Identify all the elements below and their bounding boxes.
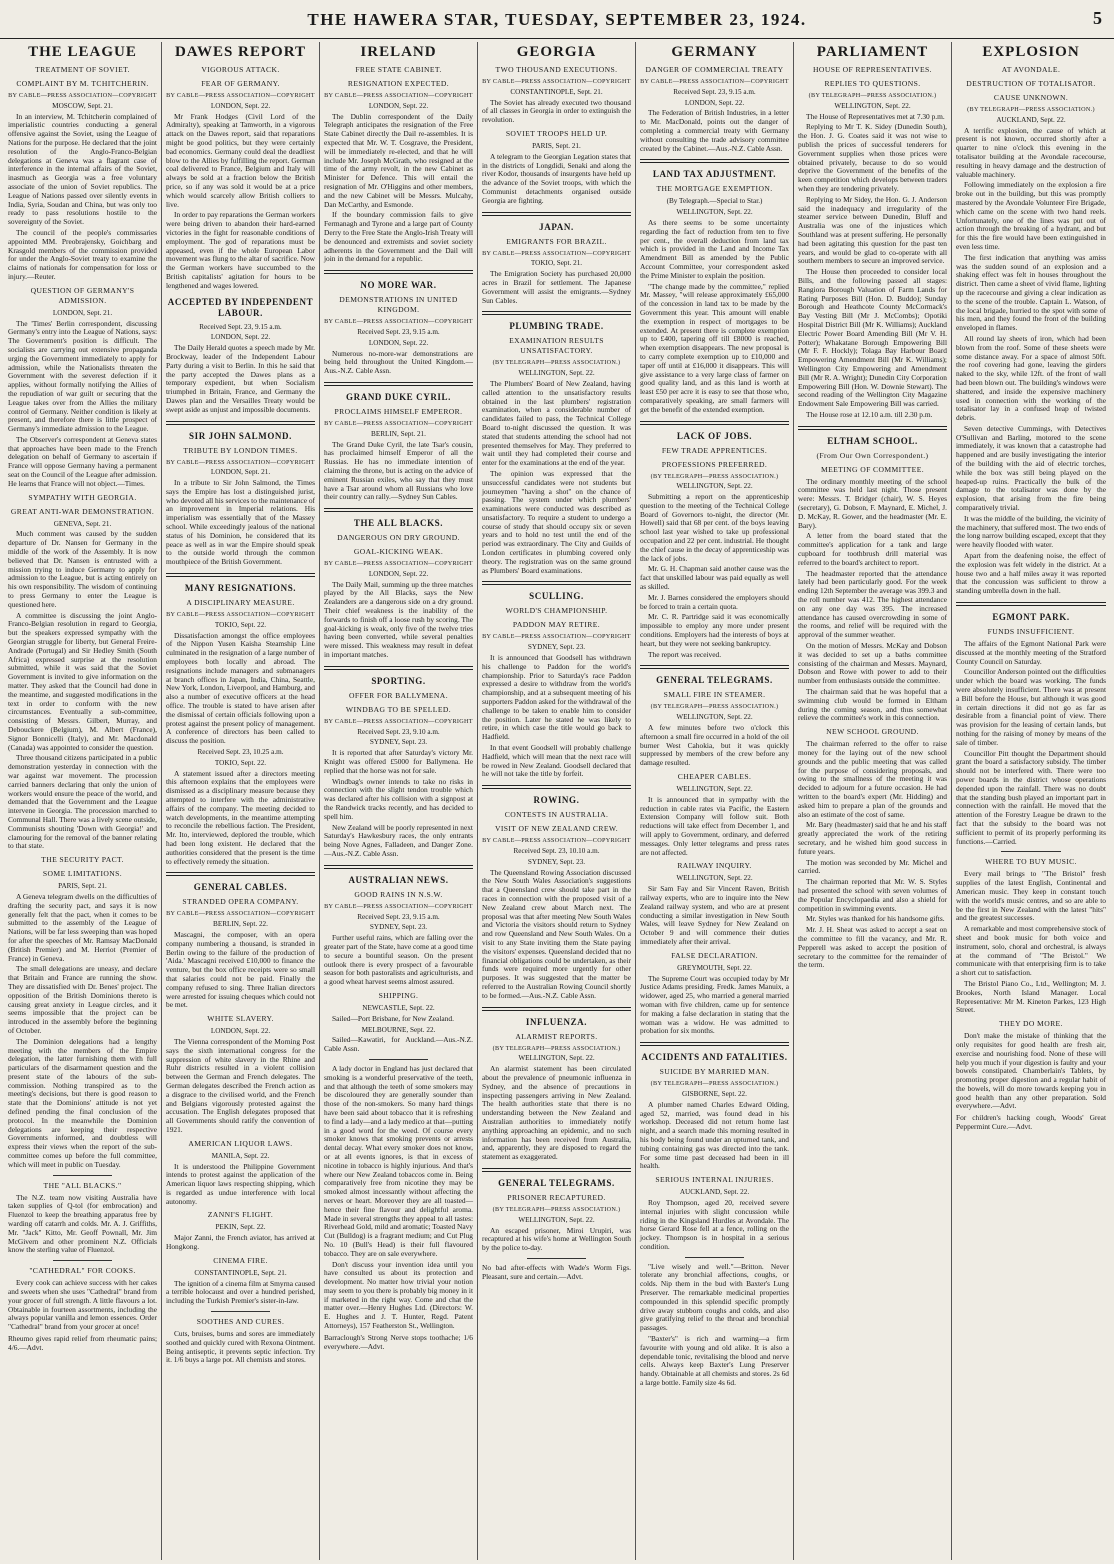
paragraph: The House then proceeded to consider local Bills, and the following passed all stages: Rangiora Borough Valuation of Farm Lands for Rating Purposes Bill (Hon. D. Buddo); Sunday Borough and Heathcote County McCormack's Bay Vesting Bill (Mr J. McCombs); Opotiki Hospital District Bill (Mr K. Williams); Auckland Electric Power Board Amending Bill (Mr V. H. Potter); Whakatane Borough Empowering Bill (Mr F. F. Hockly); Tolaga Bay Harbour Board Empowering Amendment Bill (Mr K. Williams); Wellington City Empowering and Amendment Bill (Mr R. A. Wright); Dunedin City Corporation Empowering Bill (Hon. W. Downie Stewart). The second reading of the Wellington City Magazine Endowment Sale Empowering Bill was carried. xyxy=(798,267,947,409)
dateline: LONDON, Sept. 21. xyxy=(210,468,271,477)
paragraph: It is reported that after Saturday's victory Mr. Knight was offered £5000 for Ballymena. He replied that the horse was not for sale. xyxy=(324,748,473,775)
subheading: SYMPATHY WITH GEORGIA. xyxy=(28,492,137,502)
subheading: FALSE DECLARATION. xyxy=(671,950,758,960)
paragraph: The Observer's correspondent at Geneva states that approaches have been made to the French delegation on behalf of Germany to ascertain if France will oppose Germany having a permanent seat on the Council of the League after admission. He learns that France will not object.—Times. xyxy=(8,434,157,488)
section-heading: LACK OF JOBS. xyxy=(676,430,753,441)
dateline: AUCKLAND, Sept. 22. xyxy=(679,1188,750,1197)
paragraph: Seven detective Cummings, with Detectives O'Sullivan and Barling, motored to the scene immediately, it was known that a catastrophe had happened and are busily investigating the interior of the building with the aid of electric torches, while the box was still being played on the heaped-up ruins. Practically the bulk of the damage to the totalisator was done by the explosion, that arising from the fire being comparatively trivial. xyxy=(956,423,1106,513)
divider xyxy=(1001,851,1061,852)
dateline: MELBOURNE, Sept. 22. xyxy=(361,1025,436,1034)
divider xyxy=(324,382,473,386)
column-3 xyxy=(320,42,478,1560)
subheading: DANGER OF COMMERCIAL TREATY xyxy=(645,65,784,74)
paragraph: "The change made by the committee," replied Mr. Massey, "will release approximately £65,000 of the concession in land tax to be made by the Government this year. This amount will enable the exemption in respect of mortgages to be extended. At present there is complete exemption up to £400, tapering off till £8000 is reached, when exemption disappears. The new proposal is to carry complete exemption up to £10,000 and taper off until at £16,000 it disappears. This will give assistance to a very large class of farmer on good quality land, and as this land is worth at least £50 per acre it is easy to see that those who, comparatively speaking, are small farmers will get the benefit of the extended exemption. xyxy=(640,281,789,414)
paragraph: All round lay sheets of iron, which had been blown from the roof. Some of these sheets were some distance away. For a space of almost 50ft. the roof covering had gone, leaving the girders naked to the sky, while 12ft. of the front of wall had been blown out. The building's windows were shattered, and inside the expensive machinery used in connection with the working of the totalisator lay in a confused heap of twisted debris. xyxy=(956,333,1106,423)
subheading: WHITE SLAVERY. xyxy=(207,1014,274,1024)
headline: DAWES REPORT xyxy=(174,44,307,60)
dateline: SYDNEY, Sept. 23. xyxy=(369,738,428,747)
dateline: LONDON, Sept. 22. xyxy=(210,1027,271,1036)
dateline: Received Sept. 23, 9.15 a.m. xyxy=(357,327,440,336)
section-heading: LAND TAX ADJUSTMENT. xyxy=(652,169,777,180)
dateline: WELLINGTON, Sept. 22. xyxy=(676,713,753,722)
paragraph: Sailed—Kawatiri, for Auckland.—Aus.-N.Z. Cable Assn. xyxy=(324,1035,473,1054)
paragraph: A letter from the board stated that the committee's application for a tank and large cupboard for toothbrush drill material was referred to the board's architect to report. xyxy=(798,531,947,567)
cable-credit: (BY TELEGRAPH—PRESS ASSOCIATION.) xyxy=(492,359,621,367)
paragraph: An alarmist statement has been circulated about the prevalence of pneumonic influenza in Sydney, and the absence of precautions in inspecting passengers arriving in New Zealand. The health authorities state that there is no understanding between the New Zealand and Australian authorities to immediately notify anything approaching an epidemic, and no such information has been received from Australia, and, apparently, they are disposed to regard the statement as exaggerated. xyxy=(482,1064,631,1162)
cable-credit: (BY TELEGRAPH—PRESS ASSOCIATION.) xyxy=(492,1205,621,1213)
dateline: LONDON, Sept. 22. xyxy=(684,98,745,107)
section-heading: ACCEPTED BY INDEPENDENT LABOUR. xyxy=(167,296,314,318)
subheading: PRISONER RECAPTURED. xyxy=(507,1192,606,1202)
cable-credit: BY CABLE—PRESS ASSOCIATION—COPYRIGHT xyxy=(166,458,315,466)
dateline: LONDON, Sept. 22. xyxy=(210,333,271,342)
paragraph: A plumber named Charles Edward Olding, aged 52, married, was found dead in his workshop. Deceased did not return home last night, and a search made this morning resulted in his body being found under an upturned tank, and tubing containing gas was directed into the tank. For some time past deceased had been in ill health. xyxy=(640,1099,789,1171)
advertisement: Rheumo gives rapid relief from rheumatic pains; 4/6.—Advt. xyxy=(8,1334,157,1352)
dateline: GREYMOUTH, Sept. 22. xyxy=(677,963,752,972)
dateline: WELLINGTON, Sept. 22. xyxy=(518,369,595,378)
subheading: SOME LIMITATIONS. xyxy=(42,869,123,879)
subheading: FREE STATE CABINET. xyxy=(355,65,442,74)
paragraph: A telegram to the Georgian Legation states that in the districts of Longdidi, Senaki and along the river Kodor, thousands of insurgents have held up the advance of the Soviet troops, with which the Communist detachments organised outside Georgia are fighting. xyxy=(482,151,631,205)
headline: GEORGIA xyxy=(516,44,597,60)
cable-credit: BY CABLE—PRESS ASSOCIATION—COPYRIGHT xyxy=(324,92,473,99)
subheading: WINDBAG TO BE SPELLED. xyxy=(345,704,452,714)
subheading: CHEAPER CABLES. xyxy=(677,772,752,782)
subheading: SERIOUS INTERNAL INJURIES. xyxy=(655,1175,774,1185)
subheading: MEETING OF COMMITTEE. xyxy=(820,464,925,474)
dateline: Received Sept. 23, 10.25 a.m. xyxy=(197,748,284,757)
dateline: NEWCASTLE, Sept. 22. xyxy=(362,1003,435,1012)
subheading: PROCLAIMS HIMSELF EMPEROR. xyxy=(334,406,463,416)
paragraph: It is announced that Goodsell has withdrawn his challenge to Paddon for the world's championship. Prior to Saturday's race Paddon expressed a desire to withdraw from the world's championship, and at a subsequent meeting of his supporters Paddon asked for the withdrawal of the challenge to be taken to enable him to consider the position. Later he stated he was likely to retire, in which case the title would go back to Hadfield. xyxy=(482,653,631,742)
advertisement: No bad after-effects with Wade's Worm Figs. Pleasant, sure and certain.—Advt. xyxy=(482,1262,631,1281)
paragraph: Major Zanni, the French aviator, has arrived at Hongkong. xyxy=(166,1233,315,1252)
paragraph: Mr. Bary (headmaster) said that he and his staff greatly appreciated the work of the retiring secretary, and he wished him good success in future years. xyxy=(798,820,947,856)
divider xyxy=(956,602,1106,606)
subheading: DESTRUCTION OF TOTALISATOR. xyxy=(966,79,1096,88)
paragraph: Replying to Mr Sidey, the Hon. G. J. Anderson said the inadequacy and irregularity of the steamer service between Dunedin, Bluff and Australia was one of the injustices which Southland was at present suffering. He personally had been agitating this question for the past ten years, and would be glad to co-operate with all southern members to secure an improved service. xyxy=(798,194,947,266)
subheading: OFFER FOR BALLYMENA. xyxy=(348,690,448,700)
subheading: HOUSE OF REPRESENTATIVES. xyxy=(813,65,932,74)
paragraph: The 'Times' Berlin correspondent, discussing Germany's entry into the League of Nations, says: The Government's position is difficult. The socialists are carrying out extensive propaganda urging the Government immediately to apply for admission, while the Nationalists threaten the Government with the severest defection if it applies, without formally notifying the Allies of the repudiation of war guilt or securing that the League takes over from the Allies the military control of Germany. Neither condition is likely at present, and therefore there is little prospect of Germany's immediate admission to the League. xyxy=(8,318,157,434)
paragraph: The ignition of a cinema film at Smyrna caused a terrible holocaust and over a hundred perished, including the Turkish Premier's sister-in-law. xyxy=(166,1278,315,1306)
paragraph: The Emigration Society has purchased 20,000 acres in Brazil for settlement. The Japanese Government will assist the emigrants.—Sydney Sun Cables. xyxy=(482,269,631,305)
paragraph: Every cook can achieve success with her cakes and sweets when she uses "Cathedral" brand from your grocer of full strength. A little flavours a lot. Obtainable in fourteen assortments, including the always popular vanilla and lemon essences. Order "Cathedral" brand from your grocer at once! xyxy=(8,1278,157,1332)
dateline: Received Sept. 23, 9.10 a.m. xyxy=(357,727,440,736)
paragraph: A Geneva telegram dwells on the difficulties of drafting the security pact, and says it is now generally felt that the pact, when it comes to be submitted to the assembly of the League of Nations, will be far less sweeping than was hoped for after the speeches of Mr. Ramsay MacDonald (British Premier) and M. Herriot (Premier of France) in Geneva. xyxy=(8,891,157,963)
subheading: THE MORTGAGE EXEMPTION. xyxy=(656,184,773,194)
cable-credit: BY CABLE—PRESS ASSOCIATION—COPYRIGHT xyxy=(324,717,473,725)
divider xyxy=(166,872,315,876)
subheading: GOOD RAINS IN N.S.W. xyxy=(354,889,443,899)
newspaper-title: THE HAWERA STAR, TUESDAY, SEPTEMBER 23, 1924. xyxy=(307,10,807,29)
subheading: CONTESTS IN AUSTRALIA. xyxy=(504,810,609,820)
section-heading: NO MORE WAR. xyxy=(360,280,437,291)
paragraph: Dissatisfaction amongst the office employees of the Nippon Yusen Kaisha Steamship Line culminated in the resignation of a large number of employees both locally and abroad. The resignations include managers and submanagers at branch offices in Japan, India, China, Seattle, New York, London, Liverpool, and Hamburg, and also a number of executive officers at the head office. The trouble is stated to have arisen after the dismissal of certain officials following upon a protest against the present policy of management. A conference of directors has been called to discuss the position. xyxy=(166,630,315,746)
section-heading: GRAND DUKE CYRIL. xyxy=(346,391,451,402)
paragraph: Apart from the deafening noise, the effect of the explosion was felt widely in the district. At a house two and a half miles away it was reported that the concussion was sufficient to throw a standing umbrella down in the hall. xyxy=(956,551,1106,596)
subheading: THE "ALL BLACKS." xyxy=(43,1180,122,1190)
divider xyxy=(324,270,473,274)
headline: EXPLOSION xyxy=(982,44,1080,60)
divider xyxy=(640,159,789,163)
dateline: GISBORNE, Sept. 22. xyxy=(682,1089,747,1098)
subheading: COMPLAINT BY M. TCHITCHERIN. xyxy=(16,79,149,88)
dateline: WELLINGTON, Sept. 22. xyxy=(518,1054,595,1063)
dateline: WELLINGTON, Sept. 22. xyxy=(676,874,753,883)
subheading: EMIGRANTS FOR BRAZIL. xyxy=(506,236,607,246)
section-heading: JAPAN. xyxy=(539,221,574,232)
paragraph: It is announced that in sympathy with the reduction in cable rates via Pacific, the Eastern Extension Company will follow suit. Both reductions will take effect from December 1, and will apply to Government, ordinary, and deferred messages. Only letter telegrams and press rates are not affected. xyxy=(640,794,789,857)
paragraph: In a tribute to Sir John Salmond, the Times says the Empire has lost a distinguished jurist, who devoted all his services to the maintenance of an improvement in Imperial relations. His imperialism was essentially that of the Massey school. While exceedingly jealous of the national status of his Dominion, he considered that its peace as well as in war the Empire should speak to the outside world through the common mouthpiece of the British Government. xyxy=(166,478,315,567)
dateline: WELLINGTON, Sept. 22. xyxy=(676,208,753,217)
paragraph: In order to pay reparations the German workers were being driven to abandon their hard-earned victories in the fight for reasonable conditions of employment. The god of reparations must be appeased, even if the whole European Labor movement was flung to the altar of sacrifice. Now the German workers have succumbed to the British capitalists' agitation for hours to be lengthened and wages lowered. xyxy=(166,210,315,290)
section-heading: GENERAL CABLES. xyxy=(193,882,288,893)
paragraph: The N.Z. team now visiting Australia have taken supplies of Q-tol (for embrocation) and Fluenzol to keep the breathing apparatus free by warding off catarrh and colds. Mr. A. J. Griffiths, Mr. "Jack" Kitto, Mr. Geoff Pownall, Mr. Jim McGivern and other prominent N.Z. Officials know the sterling value of Fluenzol. xyxy=(8,1192,157,1255)
cable-credit: BY CABLE—PRESS ASSOCIATION—COPYRIGHT xyxy=(324,560,473,568)
paragraph: The Plumbers' Board of New Zealand, having called attention to the unsatisfactory results obtained in the last plumbers' registration examination, when a considerable number of candidates failed to pass, the Technical College Board to-night discussed the question. It was stated that students attending the school had not presented themselves for May. They preferred to wait until they had completed their course and enter for the examinations at the end of the year. xyxy=(482,378,631,468)
paragraph: Numerous no-more-war demonstrations are being held throughout the United Kingdom.—Aus.-N.Z. Cable Assn. xyxy=(324,348,473,376)
paragraph: As there seems to be some uncertainty regarding the fact of reduction from ten to five per cent., the overall deduction from land tax which is provided in the Land and Income Tax Amendment Bill as amended by the Public Account Committee, your correspondent asked the Prime Minister to explain the position. xyxy=(640,217,789,280)
paragraph: The House of Representatives met at 7.30 p.m. xyxy=(806,111,945,121)
cable-credit: BY CABLE—PRESS ASSOCIATION—COPYRIGHT xyxy=(8,92,157,99)
subheading: GREAT ANTI-WAR DEMONSTRATION. xyxy=(10,506,155,516)
paragraph: It is understood the Philippine Government intends to protest against the application of the American liquor laws respecting shipping, which is regarded as undue interference with local autonomy. xyxy=(166,1161,315,1206)
paragraph: Mascagni, the composer, with an opera company numbering a thousand, is stranded in Berlin owing to the failure of the production of 'Aida.' Mascagni received £10,000 to finance the venture, but the box office receipts were so small that salaries could not be paid. Finally the company refused to sing. Three Italian directors were arrested for issuing cheques which could not be met. xyxy=(166,929,315,1010)
subheading: EXAMINATION RESULTS UNSATISFACTORY. xyxy=(509,336,604,356)
section-heading: ACCIDENTS AND FATALITIES. xyxy=(641,1052,788,1063)
cable-credit: (BY TELEGRAPH—PRESS ASSOCIATION.) xyxy=(808,92,937,99)
divider xyxy=(324,508,473,512)
divider xyxy=(369,1059,429,1060)
paragraph: The ordinary monthly meeting of the school committee was held last night. Those present were: Messrs. T. Bridger (chair), W. S. Heyes (secretary), G. Dobson, F. Maynard, E. Michel, J. D. McKay, R. Gower, and the headmaster (Mr. E. Bary). xyxy=(798,476,947,530)
headline: IRELAND xyxy=(360,44,437,60)
subheading: SHIPPING. xyxy=(378,990,419,1000)
subheading: REPLIES TO QUESTIONS. xyxy=(824,79,921,88)
cable-credit: BY CABLE—PRESS ASSOCIATION—COPYRIGHT xyxy=(482,249,631,257)
paragraph: The Dublin correspondent of the Daily Telegraph anticipates the resignation of the Free State Cabinet directly the Dail re-assembles. It is expected that Mr. W. T. Cosgrave, the President, will be immediately re-elected, and that he will include Mr. Joseph McGrath, who resigned at the time of the army revolt, in the new Cabinet as Minister for Defence. This will entail the resignation of Mr. O'Higgins and other members, and the new Cabinet will be Messrs. Mulcahy, Dan McCarthy, and Esmonde. xyxy=(324,111,473,209)
paragraph: Councillor Pitt thought the Department should grant the board a satisfactory subsidy. The timber should not be interfered with. There were too power boards in the district whose operations depended upon the rainfall. There was no doubt that the standing bush played an important part in connection with the rainfall. He moved that the attention of the Forestry League be drawn to the fact that the subsidy to the board was not sufficient to permit of its properly performing its functions.—Carried. xyxy=(956,748,1106,846)
paragraph: The affairs of the Egmont National Park were discussed at the monthly meeting of the Stratford County Council on Saturday. xyxy=(956,639,1106,666)
paragraph: Roy Thompson, aged 20, received severe internal injuries with slight concussion while riding in the Kingsland Hurdles at Avondale. The horse Gerard Rose fell at a fence, rolling on the jockey. Thompson is in hospital in a serious condition. xyxy=(640,1197,789,1251)
paragraph: Cuts, bruises, burns and sores are immediately soothed and quickly cured with Rexona Ointment. Being antiseptic, it prevents septic infection. Try it. 1/6 buys a large pot. All chemists and stores. xyxy=(166,1329,315,1365)
subheading: (From Our Own Correspondent.) xyxy=(816,450,929,460)
paragraph: The Daily Herald quotes a speech made by Mr. Brockway, leader of the Independent Labour Party during a visit to Berlin. In this he said that the party accepted the Dawes plans as a temporary expedient, but when Socialism triumphed in Britain, France, and Germany the Dawes plan and the Versailles Treaty would be swept aside as unjust and impossible documents. xyxy=(166,343,315,414)
dateline: Received Sept. 23, 9.15 a.m. xyxy=(199,322,282,331)
dateline: CONSTANTINOPLE, Sept. 21. xyxy=(194,1268,287,1277)
paragraph: The Federation of British Industries, in a letter to Mr. MacDonald, points out the danger of completing a commercial treaty with Germany without consulting the trade advisory committee created by the Cabinet.—Aus.-N.Z. Cable Assn. xyxy=(640,108,789,153)
divider xyxy=(482,581,631,585)
cable-credit: BY CABLE—PRESS ASSOCIATION—COPYRIGHT xyxy=(482,633,631,641)
subheading: STRANDED OPERA COMPANY. xyxy=(182,897,299,907)
subheading: SOOTHES AND CURES. xyxy=(196,1317,285,1327)
divider xyxy=(640,421,789,425)
advertisement: For children's hacking cough, Woods' Great Peppermint Cure.—Advt. xyxy=(956,1113,1106,1132)
section-heading: EGMONT PARK. xyxy=(992,612,1070,623)
cable-credit: (BY TELEGRAPH—PRESS ASSOCIATION.) xyxy=(967,106,1095,113)
dateline: SYDNEY, Sept. 23. xyxy=(527,643,586,652)
paragraph: "Live wisely and well."—Britton. Never tolerate any bronchial affections, coughs, or colds. Nip them in the bud with Baxter's Lung Preserver. The remarkable medicinal properties compounded in this splendid specific promptly drive away stubborn coughs and colds, and also give gratifying relief to the throat and bronchial passages. xyxy=(640,1261,789,1333)
cable-credit: (BY TELEGRAPH—PRESS ASSOCIATION.) xyxy=(492,1044,621,1052)
paragraph: It was the middle of the building, the vicinity of the machinery, that suffered most. The two ends of the long narrow building escaped, except that they were heavily flooded with water. xyxy=(956,513,1106,550)
paragraph: The Supreme Court was occupied today by Mr Justice Adams presiding. Fredk. James Manuix, a widower, aged 25, who married a general married woman with five children, came up for sentence for making a false declaration in stating that the woman was a widow. He was admitted to probation for six months. xyxy=(640,973,789,1036)
paragraph: A statement issued after a directors meeting this afternoon explains that the employees were dismissed as a disciplinary measure because they attempted to interfere with the administrative affairs of the company. The meeting decided to watch developments, in the meantime attempting to reconcile the rebellious faction. The President, Mr. Ito, interviewed, deplored the trouble, which had been long existent. He declared that the authorities considered that the present is the time to effectively remedy the situation. xyxy=(166,768,315,866)
cable-credit: BY CABLE—PRESS ASSOCIATION—COPYRIGHT xyxy=(324,318,473,326)
subheading: "CATHEDRAL" FOR COOKS. xyxy=(29,1266,136,1276)
paragraph: The Queensland Rowing Association discussed the New South Wales Association's suggestions that a Queensland crew should take part in the races in connection with the proposed visit of a New Zealand crew about March next. The proposal was that after meeting New South Wales and Victoria the visitors should return to Sydney and row Queensland and New South Wales. On a visit to any State inviting them the State paying the visitors' expenses. Queensland decided that no financial obligations could be undertaken, as their funds were required more urgently for other purposes. It was suggested that the matter be referred to the Australian Rowing Council shortly to be formed.—Aus.-N.Z. Cable Assn. xyxy=(482,867,631,1000)
headline: THE LEAGUE xyxy=(28,44,137,60)
subheading: FEW TRADE APPRENTICES. xyxy=(661,445,768,455)
paragraph: Submitting a report on the apprenticeship question to the meeting of the Technical College Board of Governors to-night, the director (Mr. Howell) said that 68 per cent. of the boys leaving school last year wished to take up professional occupation and 22 per cent. industrial. He thought the chief cause in the decay of apprenticeship was the lack of jobs. xyxy=(640,492,789,563)
divider xyxy=(166,573,315,577)
dateline: Received Sept. 23, 9.15 a.m. xyxy=(357,912,440,921)
column-6 xyxy=(794,42,952,1560)
dateline: GENEVA, Sept. 21. xyxy=(53,519,112,528)
masthead xyxy=(0,0,1114,39)
divider xyxy=(211,1311,271,1312)
divider xyxy=(482,1168,631,1172)
cable-credit: (BY TELEGRAPH—PRESS ASSOCIATION.) xyxy=(650,1080,779,1088)
subheading: RESIGNATION EXPECTED. xyxy=(347,79,450,88)
paragraph: Replying to Mr T. K. Sidey (Dunedin South), the Hon. J. G. Coates said it was not wise to publish the prices of successful tenderers for Government supplies when those prices were obtained privately, because to do so would deprive the Government of the benefits of the keen competition which develops between traders when they are tendering privately. xyxy=(798,122,947,193)
subheading: VIGOROUS ATTACK. xyxy=(201,65,280,74)
paragraph: A committee is discussing the joint Anglo-Franco-Belgian resolution in regard to Georgia, but the speakers expressed sympathy with the Georgian struggle for liberty, but General Freire-Andrade (Portugal) and Sir Hedley Smith (South Africa) expressed surprise at the resolution submitted, while it was said that the Soviet Government is invited to give information on the matter. They asked that the Council had done in the meantime, and suggested modifications in the text in order to conform with the new circumstances. Eventually a sub-committee, consisting of Messrs. Gilbert, Murray, and Debouckere (Belgium), M. Albert (France), Signor Bonnicelli (Italy), and Mr. Macdonald (Canada) was appointed to consider the question. xyxy=(8,610,157,752)
section-heading: SCULLING. xyxy=(529,591,584,602)
subheading: CAUSE UNKNOWN. xyxy=(993,93,1069,102)
cable-credit: BY CABLE—PRESS ASSOCIATION—COPYRIGHT xyxy=(324,902,473,910)
cable-credit: (BY TELEGRAPH—PRESS ASSOCIATION.) xyxy=(650,472,779,480)
section-heading: MANY RESIGNATIONS. xyxy=(184,583,297,594)
dateline: LONDON, Sept. 22. xyxy=(368,101,429,110)
subheading: AT AVONDALE. xyxy=(1001,65,1061,74)
dateline: CONSTANTINOPLE, Sept. 21. xyxy=(510,87,603,96)
column-2 xyxy=(162,42,320,1560)
subheading: TREATMENT OF SOVIET. xyxy=(35,65,130,74)
subheading: ZANNI'S FLIGHT. xyxy=(207,1210,274,1220)
paragraph: A terrific explosion, the cause of which at present is not known, occurred shortly after a quarter to nine o'clock this evening in the totalisator building at the Avondale racecourse, resulting in heavy damage and the destruction of valuable machinery. xyxy=(956,125,1106,179)
paragraph: The Bristol Piano Co., Ltd., Wellington; M. J. Brookes, North Island Manager. Local Representative: Mr M. Kineton Parkes, 123 High Street. xyxy=(956,978,1106,1015)
dateline: AUCKLAND, Sept. 22. xyxy=(996,115,1066,124)
divider xyxy=(324,666,473,670)
column-7 xyxy=(952,42,1110,1560)
subheading: DANGEROUS ON DRY GROUND. xyxy=(337,533,460,543)
subheading: SOVIET TROOPS HELD UP. xyxy=(505,128,608,138)
paragraph: The council of the people's commissaries appointed MM. Preobrajensky, Goichbarg and Krasgold members of the commission provided for under the Anglo-Soviet treaty to examine the claims of nationals for compensation for loss or injury.—Reuter. xyxy=(8,227,157,281)
paragraph: Mr. J. H. Sheat was asked to accept a seat on the committee to fill the vacancy, and Mr. R. Pepperell was asked to accept the position of secretary to the committee for the remainder of the term. xyxy=(798,925,947,970)
column-4 xyxy=(478,42,636,1560)
divider xyxy=(640,1042,789,1046)
divider xyxy=(166,421,315,425)
section-heading: SPORTING. xyxy=(371,675,426,686)
paragraph: A remarkable and most comprehensive stock of sheet and book music for both voice and instrument, solo, choral and orchestral, is always at the command of "The Bristol." We communicate with that enterprising firm is to take a short cut to satisfaction. xyxy=(956,924,1106,978)
divider xyxy=(53,1175,113,1176)
paragraph: Every mail brings to "The Bristol" fresh supplies of the latest English, Continental and American music. They keep in constant touch with the world's music centres, and so are able to be the first in New Zealand with the latest "hits" and the greatest successes. xyxy=(956,869,1106,923)
divider xyxy=(482,1007,631,1011)
dateline: LONDON, Sept. 22. xyxy=(368,338,429,347)
paragraph: "Baxter's" is rich and warming—a firm favourite with young and old alike. It is also a dependable tonic, revitalising the blood and nerve cells. Always keep Baxter's Lung Preserver handy. Obtainable at all chemists and stores. 2s 6d a large bottle. Family size 4s 6d. xyxy=(640,1334,789,1388)
divider xyxy=(482,311,631,315)
cable-credit: BY CABLE—PRESS ASSOCIATION—COPYRIGHT xyxy=(324,419,473,427)
cable-credit: BY CABLE—PRESS ASSOCIATION—COPYRIGHT xyxy=(482,837,631,845)
paragraph: The Daily Mail, summing up the three matches played by the All Blacks, says the New Zealanders are a dangerous side on a dry ground. Their chief weakness is the inability of the forwards to finish off a loose rush by scoring. The goal-kicking is weak, only five of the twelve tries having been converted, while several penalties were missed. This weakness may result in defeat in important matches. xyxy=(324,579,473,660)
paragraph: The Vienna correspondent of the Morning Post says the sixth international congress for the suppression of white slavery in the Rhine and Ruhr districts resulted in a violent collision between the German and French delegates. The German delegates described the French action as a disgrace to the civilised world, and the French and Belgians vigorously protested against the accusation. The English delegates proposed that all Governments should ratify the convention of 1921. xyxy=(166,1036,315,1134)
paragraph: The report was received. xyxy=(648,649,722,659)
column-5 xyxy=(636,42,794,1560)
paragraph: Three thousand citizens participated in a public demonstration yesterday in connection with the war against war movement. The procession carried banners declaring that only the union of workers would ensure the peace of the world, and demanded that the Government and the League intervene in Georgia. The procession marched to Communal Hall. There was a lively scene outside, Communists shouting 'Down with Georgia!' and clamouring for the removal of the banner relating to that state. xyxy=(8,753,157,851)
divider xyxy=(640,665,789,669)
divider xyxy=(53,1260,113,1261)
paragraph: The first indication that anything was amiss was the sudden sound of an explosion and a shaking effect was felt in houses throughout the district. Then came a sheet of vivid flame, lighting up the racecourse and giving a clear indication as to the scene of the trouble. Captain L. Watson, of the local brigade, hurried to the spot with some of his men, and they found the front of the building enveloped in flames. xyxy=(956,252,1106,333)
paragraph: Sir Sam Fay and Sir Vincent Raven, British railway experts, who are to inquire into the New Zealand railway system, and who are at present conducting a similar investigation in New South Wales, will leave Sydney for New Zealand on October 9 and will commence their duties immediately after their arrival. xyxy=(640,884,789,946)
headline: GERMANY xyxy=(671,44,758,60)
subheading: THE SECURITY PACT. xyxy=(41,855,124,865)
cable-credit: BY CABLE—PRESS ASSOCIATION—COPYRIGHT xyxy=(166,910,315,918)
subheading: SUICIDE BY MARRIED MAN. xyxy=(659,1067,770,1077)
paragraph: Don't make the mistake of thinking that the only requisites for good health are fresh air, exercise and nourishing food. None of these will help you much if your digestion is faulty and your bowels constipated. Chamberlain's Tablets, by promoting proper digestion and a regular habit of the bowels, will do more towards keeping you in good health than any other preparation. Sold everywhere.—Advt. xyxy=(956,1031,1106,1111)
dateline: MANILA, Sept. 22. xyxy=(211,1151,270,1160)
paragraph: Mr Frank Hodges (Civil Lord of the Admiralty), speaking at Tamworth, in a vigorous attack on the Dawes report, said that reparations might be good politics, but they were certainly bad economics. Germany could deal the deadliest blow to the Allies by fulfilling the report. German coal delivered to France, Belgium and Italy will always be sold at a fraction below the British price, so if any was sold it would be at a price which would scarcely allow British colliers to live. xyxy=(166,111,315,209)
cable-credit: BY CABLE—PRESS ASSOCIATION—COPYRIGHT xyxy=(482,78,631,85)
cable-credit: BY CABLE—PRESS ASSOCIATION—COPYRIGHT xyxy=(166,92,315,99)
cable-credit: BY CABLE—PRESS ASSOCIATION—COPYRIGHT xyxy=(640,78,789,85)
paragraph: Further useful rains, which are falling over the greater part of the State, have come at a good time to secure a bountiful season. On the present outlook there is every prospect of a favourable season for both pastoralists and agriculturists, and a good wheat harvest seems almost assured. xyxy=(324,933,473,987)
paragraph: In an interview, M. Tchitcherin complained of imperialistic countries conducting a general offensive against the Soviet, using the League of Nations for the purpose. He declared that the joint resolution of the Anglo-Franco-Belgian delegations at Geneva was a flagrant case of interference in the internal affairs of the Soviet, inasmuch as Georgia was a free voluntary associate of the union of Soviet republics. The League of Nations passed over silently events in India, Syria, Soudan and China, but was only too ready to pass resolutions hostile to the sovereignty of the Soviet. xyxy=(8,111,157,227)
paragraph: On the motion of Messrs. McKay and Dobson it was decided to set up a baths committee consisting of the chairman and Messrs. Maynard, Dobson and Rowe with power to add to their number from enthusiasts outside the committee. xyxy=(798,641,947,686)
section-heading: INFLUENZA. xyxy=(525,1016,588,1027)
dateline: Received Sept. 23, 9.15 a.m. xyxy=(673,87,756,96)
divider xyxy=(324,865,473,869)
subheading: RAILWAY INQUIRY. xyxy=(677,861,752,871)
paragraph: Sailed—Port Brisbane, for New Zealand. xyxy=(332,1013,454,1023)
section-heading: PLUMBING TRADE. xyxy=(509,321,604,332)
paragraph: The Dominion delegations had a lengthy meeting with the members of the Empire delegation, the latter furnishing them with full particulars of the disarmament question and the present state of the labours of the sub-commission. Nothing transpired as to the meeting's decisions, but there is good reason to state that the Dominions' attitude is not yet defined pending the final conclusion of the protocol. In the meanwhile the Dominion delegations are keeping their respective Governments informed, and doubtless will express their views when the report of the sub-committee comes up before the full committee, which will meet in public on Tuesday. xyxy=(8,1036,157,1169)
paragraph: The Soviet has already executed two thousand of all classes in Georgia in order to extinguish the revolution. xyxy=(482,97,631,125)
paragraph: Much comment was caused by the sudden departure of Dr. Nansen for Germany in the middle of the work of the Assembly. It is now believed that Dr. Nansen is entrusted with a mission trying to induce Germany to apply for admission to the League, but is acting entirely on his own responsibility. The wisdom of continuing to press Germany to enter the League is questioned here. xyxy=(8,529,157,609)
subheading: WHERE TO BUY MUSIC. xyxy=(985,857,1077,867)
subheading: VISIT OF NEW ZEALAND CREW. xyxy=(494,824,619,834)
dateline: BERLIN, Sept. 21. xyxy=(371,429,426,438)
dateline: TOKIO, Sept. 22. xyxy=(214,758,267,767)
dateline: LONDON, Sept. 22. xyxy=(368,569,429,578)
cable-credit: (BY TELEGRAPH—PRESS ASSOCIATION.) xyxy=(650,703,779,711)
section-heading: GENERAL TELEGRAMS. xyxy=(498,1177,615,1188)
section-heading: ELTHAM SCHOOL. xyxy=(827,435,918,446)
dateline: Received Sept. 23, 10.10 a.m. xyxy=(513,847,600,856)
paragraph: The motion was seconded by Mr. Michel and carried. xyxy=(798,857,947,876)
dateline: LONDON, Sept. 22. xyxy=(210,101,271,110)
subheading: SMALL FIRE IN STEAMER. xyxy=(663,690,766,700)
paragraph: Mr. Styles was thanked for his handsome gifts. xyxy=(806,914,945,924)
subheading: TRIBUTE BY LONDON TIMES. xyxy=(183,445,298,455)
page-number: 5 xyxy=(1093,8,1102,28)
divider xyxy=(482,785,631,789)
paragraph: Mr. J. Barnes considered the employers should be forced to train a certain quota. xyxy=(640,592,789,611)
dateline: SYDNEY, Sept. 23. xyxy=(369,923,428,932)
dateline: WELLINGTON, Sept. 22. xyxy=(676,785,753,794)
dateline: TOKIO, Sept. 21. xyxy=(530,259,583,268)
paragraph: The chairman said that he was hopeful that a swimming club would be formed in Eltham during the coming season, and thus somewhat relieve the committee's work in this connection. xyxy=(798,687,947,723)
subheading: PADDON MAY RETIRE. xyxy=(512,620,601,630)
dateline: TOKIO, Sept. 22. xyxy=(214,620,267,629)
dateline: PARIS, Sept. 21. xyxy=(58,882,107,891)
dateline: (By Telegraph.—Special to Star.) xyxy=(666,197,763,206)
cable-credit: BY CABLE—PRESS ASSOCIATION—COPYRIGHT xyxy=(166,611,315,619)
advertisement: Barraclough's Strong Nerve stops toothache; 1/6 everywhere.—Advt. xyxy=(324,1332,473,1351)
subheading: A DISCIPLINARY MEASURE. xyxy=(186,598,295,608)
paragraph: Mr. C. R. Partridge said it was economically impossible to employ any more under present conditions. Employers had the interests of boys at heart, but they were not seeking bankruptcy. xyxy=(640,612,789,648)
section-heading: AUSTRALIAN NEWS. xyxy=(348,874,449,885)
subheading: FEAR OF GERMANY. xyxy=(201,79,280,88)
paragraph: The chairman reported that Mr. W. S. Styles had presented the school with seven volumes of the Popular Encyclopaedia and also a shield for competition in swimming events. xyxy=(798,877,947,913)
subheading: THEY DO MORE. xyxy=(999,1019,1063,1029)
paragraph: If the boundary commission fails to give Fermanagh and Tyrone and a large part of County Derry to the Free State the Anglo-Irish Treaty will be denounced and extremists and soviet society adherents in the Government and the Dail will join in the demand for a republic. xyxy=(324,210,473,264)
paragraph: Following immediately on the explosion a fire broke out in the building, but this was promptly mastered by the Avondale Volunteer Fire Brigade, which came on the scene with two hand reels. Unfortunately, one of the lines was put out of action through the breaking of a hydrant, and but for this the fire would have been extinguished in even less time. xyxy=(956,180,1106,251)
paragraph: Don't discuss your invention idea until you have consulted us about its protection and development. No matter how trivial your notion may seem to you there is probably big money in it if marketed in the right way. Come and chat the matter over.—Henry Hughes Ltd. (Directors: W. E. Hughes and J. T. Hunter, Regd. Patent Attorneys), 157 Featherston St., Wellington. xyxy=(324,1259,473,1331)
dateline: WELLINGTON, Sept. 22. xyxy=(518,1215,595,1224)
dateline: LONDON, Sept. 21. xyxy=(52,308,113,317)
subheading: ALARMIST REPORTS. xyxy=(515,1031,598,1041)
divider xyxy=(685,1257,745,1258)
paragraph: The small delegations are uneasy, and declare that Britain and France are running the show. They are dissatisfied with Dr. Benes' project. The opposition of the British Dominions thereto is causing great anxiety in League circles, and it seems impossible that the project can be introduced in the assembly before the beginning of October. xyxy=(8,964,157,1035)
dateline: MOSCOW, Sept. 21. xyxy=(52,101,113,110)
paragraph: Councillor Anderson pointed out the difficulties under which the board was working. The funds were absolutely insufficient. There was at present a Bill before the House, but although it was good in certain directions it did not go as far as desirable from a financial point of view. There was provision for the leasing of certain lands, but nothing for the raising of money by means of the sale of timber. xyxy=(956,667,1106,747)
section-heading: SIR JOHN SALMOND. xyxy=(189,430,292,441)
subheading: GOAL-KICKING WEAK. xyxy=(353,547,444,557)
subheading: QUESTION OF GERMANY'S ADMISSION. xyxy=(30,285,135,305)
paragraph: Windbag's owner intends to take no risks in connection with the slight tendon trouble which was declared after his collision with a signpost at the Randwick tracks recently, and has decided to spell him. xyxy=(324,776,473,821)
subheading: PROFESSIONS PREFERRED. xyxy=(661,459,768,469)
divider xyxy=(482,212,631,216)
paragraph: The Grand Duke Cyril, the late Tsar's cousin, has proclaimed himself Emperor of all the Russias. He has no immediate intention of claiming the throne, but is acting on the advice of eminent Russian exiles, who say that they must have a Tsar around whom all Russians who love their country can rally.—Sydney Sun Cables. xyxy=(324,439,473,502)
subheading: DEMONSTRATIONS IN UNITED KINGDOM. xyxy=(339,295,458,315)
section-heading: ROWING. xyxy=(533,795,580,806)
dateline: PARIS, Sept. 21. xyxy=(532,141,581,150)
paragraph: The headmaster reported that the attendance lately had been particularly good. For the week ending 12th September the average was 399.3 and the roll number was 412. The highest attendance on any one day was 395. The increased attendance has caused overcrowding in some of the rooms, and relief will be required with the approval of the summer weather. xyxy=(798,568,947,640)
dateline: BERLIN, Sept. 22. xyxy=(213,920,268,929)
column-1 xyxy=(4,42,162,1560)
divider xyxy=(798,426,947,430)
paragraph: The chairman referred to the offer to raise money for the laying out of the new school grounds and the public meeting that was called for the purpose of considering proposals, and owing to the smallness of the meeting it was decided to adjourn for a future occasion. He had written to the board's expert (Mr. Hidding) and asked him to prepare a plan of the grounds and also an estimate of the cost of same. xyxy=(798,739,947,819)
paragraph: The opinion was expressed that the unsuccessful candidates were not students but journeymen "having a shot" on the chance of passing. The system under which plumbers' examinations were conducted was described as unsatisfactory. To require a student to undergo a course of study that should occupy six or seven years and to hold no test until the end of the period was extraordinary. The City and Guilds of London certificates in plumbing covered only theory. The registration was on the same ground as Plumbers' Board examinations. xyxy=(482,468,631,575)
subheading: CINEMA FIRE. xyxy=(213,1255,268,1265)
paragraph: A few minutes before two o'clock this afternoon a small fire occurred in a hold of the oil burner West Cahokia, but it was quickly suppressed by members of the crew before any damage resulted. xyxy=(640,723,789,768)
paragraph: New Zealand will be poorly represented in next Saturday's Hawkesbury races, the only entrants being Nove Agnes, Falladeen, and Danger Zone.—Aus.-N.Z. Cable Assn. xyxy=(324,822,473,859)
paragraph: The House rose at 12.10 a.m. till 2.30 p.m. xyxy=(806,409,933,419)
dateline: SYDNEY, Sept. 23. xyxy=(527,857,586,866)
subheading: AMERICAN LIQUOR LAWS. xyxy=(188,1138,293,1148)
dateline: PEKIN, Sept. 22. xyxy=(215,1223,266,1232)
subheading: TWO THOUSAND EXECUTIONS. xyxy=(495,65,618,74)
paragraph: Mr. G. H. Chapman said another cause was the fact that unskilled labour was paid equally as well as skilled. xyxy=(640,564,789,592)
subheading: FUNDS INSUFFICIENT. xyxy=(987,627,1075,637)
paragraph: An escaped prisoner, Miroi Urupiri, was recaptured at his wife's home at Wellington South by the police to-day. xyxy=(482,1225,631,1253)
dateline: WELLINGTON, Sept. 22. xyxy=(676,482,753,491)
subheading: WORLD'S CHAMPIONSHIP. xyxy=(505,606,608,616)
news-columns xyxy=(4,42,1110,1560)
subheading: NEW SCHOOL GROUND. xyxy=(826,727,919,737)
section-heading: THE ALL BLACKS. xyxy=(353,518,444,529)
dateline: WELLINGTON, Sept. 22. xyxy=(834,101,911,110)
paragraph: In that event Goodsell will probably challenge Hadfield, which will mean that the next race will be rowed in New Zealand. Goodsell declared that he will not take the title by forfeit. xyxy=(482,743,631,779)
section-heading: GENERAL TELEGRAMS. xyxy=(656,675,773,686)
paragraph: A lady doctor in England has just declared that smoking is a wonderful preservative of the teeth, and that although the teeth of some smokers may be discoloured they are generally sounder than those of the non-smokers. So many hard things have been said about tobacco that it is refreshing to find a lady—and a lady medico at that—putting in a good word for the weed. Of course every smoker knows that smoking prevents or arrests dental decay. What every smoker does not know, or at all events ignores, is that in excess of nicotine in tobacco is highly injurious. And that's where our New Zealand tobaccos come in. Being comparatively free from nicotine they may be smoked almost incessantly without affecting the nerves or heart. Moreover they are all toasted—hence their fine flavour and delightful aroma. Made in several strengths they appeal to all tastes: Riverhead Gold, mild and aromatic; Toasted Navy Cut (Bulldog) is a fragrant medium; and Cut Plug No. 10 (Bull's Head) is their full flavoured tobacco. They are on sale everywhere. xyxy=(324,1063,474,1258)
headline: PARLIAMENT xyxy=(816,44,929,60)
divider xyxy=(527,1258,587,1259)
